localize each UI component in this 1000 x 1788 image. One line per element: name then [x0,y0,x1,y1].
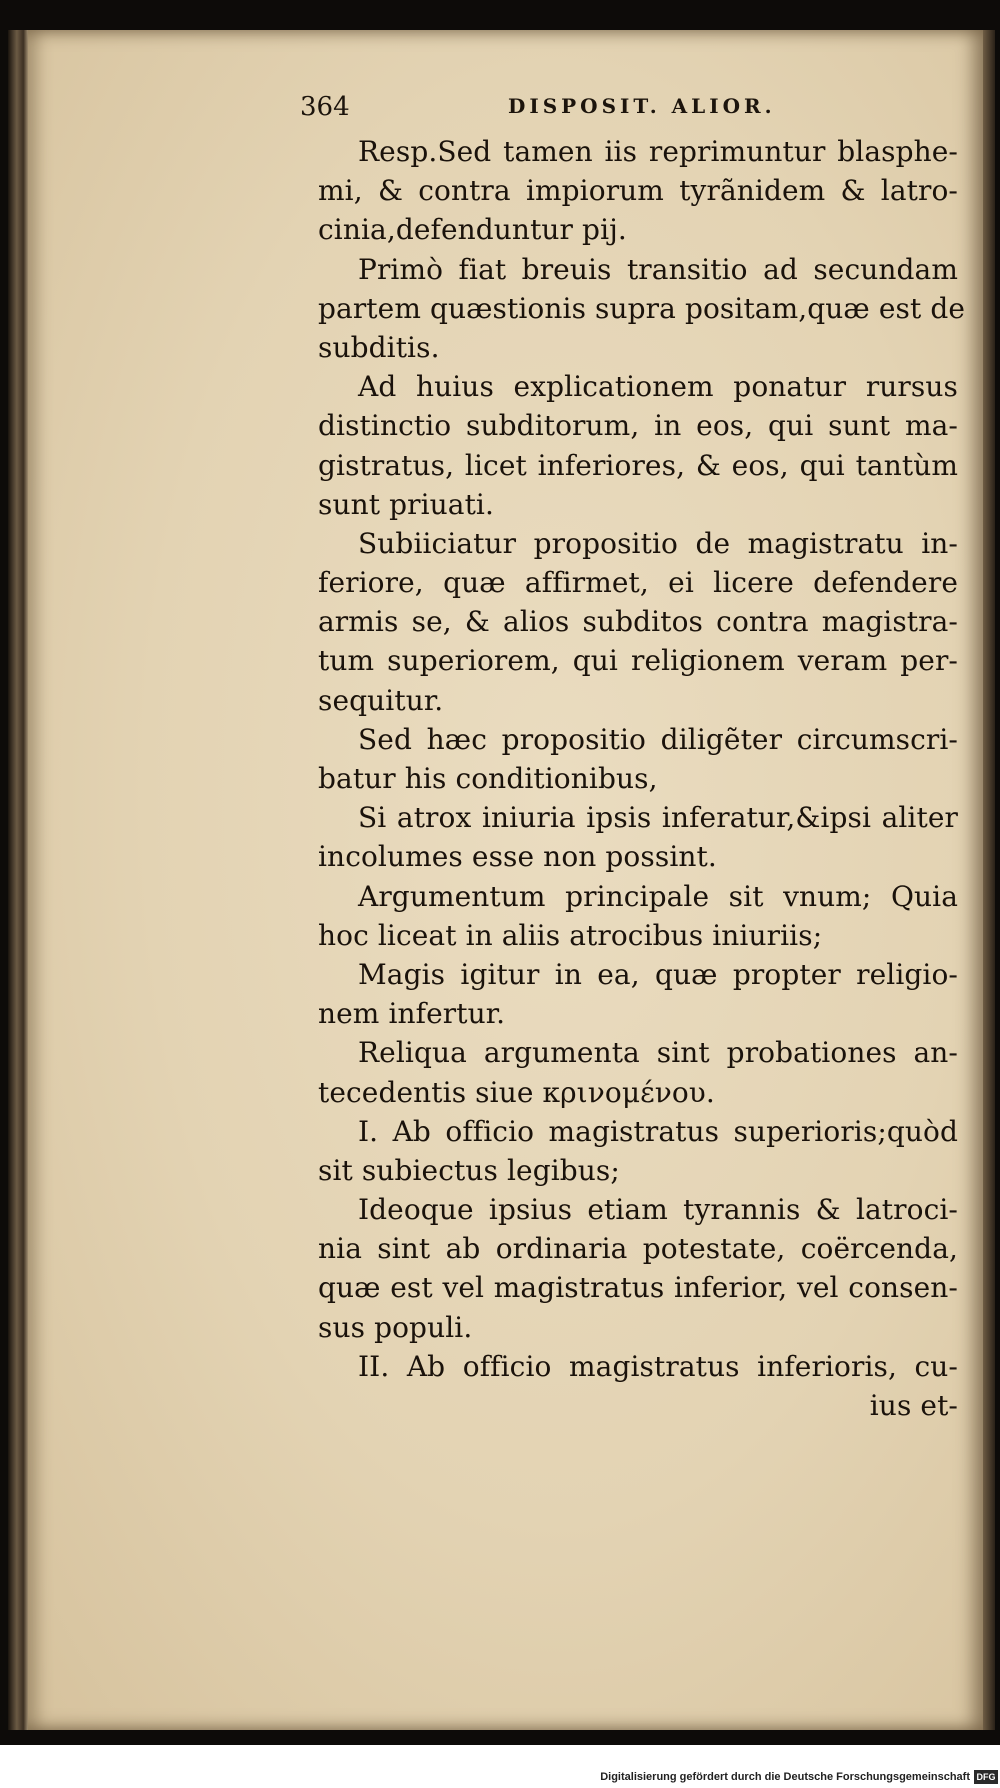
text-line: sequitur. [318,683,444,717]
text-line: Magis igitur in ea, quæ propter religio- [358,957,958,991]
text-line: Subiiciatur propositio de magistratu in- [358,526,958,560]
text-line: Ideoque ipsius etiam tyrannis & latroci- [358,1193,958,1227]
text-line: sunt priuati. [318,487,494,521]
text-line: Primò fiat breuis transitio ad secundam [358,252,958,286]
text-line: Argumentum principale sit vnum; Quia [358,879,958,913]
text-line: Reliqua argumenta sint probationes an- [358,1036,958,1070]
text-line: I. Ab officio magistratus superioris;quòd [358,1114,958,1148]
text-line: feriore, quæ affirmet, ei licere defendere [318,566,958,600]
page-fore-edge [983,30,995,1730]
text-line: II. Ab officio magistratus inferioris, cu- [358,1349,958,1383]
text-line: tum superiorem, qui religionem veram per- [318,644,958,678]
text-line: partem quæstionis supra positam,quæ est de [318,291,966,325]
text-line: nem infertur. [318,997,506,1031]
text-line: Ad huius explicationem ponatur rursus [358,370,958,404]
running-title: DISPOSIT. ALIOR. [508,94,776,118]
text-line: quæ est vel magistratus inferior, vel consen- [318,1271,958,1305]
text-line: sit subiectus legibus; [318,1153,620,1187]
text-line: batur his conditionibus, [318,762,658,795]
text-line: mi, & contra impiorum tyrãnidem & latro- [318,174,958,208]
text-line: armis se, & alios subditos contra magistra- [318,605,958,639]
text-line: nia sint ab ordinaria potestate, coërcenda, [318,1232,958,1266]
text-line: Resp.Sed tamen iis reprimuntur blasphe- [358,135,958,168]
text-block [318,132,966,1425]
text-line: ius et- [869,1389,958,1422]
text-line: cinia,defenduntur pij. [318,213,627,247]
text-line: sus populi. [318,1310,473,1344]
page-number: 364 [300,92,350,122]
text-line: subditis. [318,330,440,364]
text-line: gistratus, licet inferiores, & eos, qui tantùm [318,448,958,482]
text-line: incolumes esse non possint. [318,840,717,874]
text-line: hoc liceat in aliis atrocibus iniuriis; [318,918,823,952]
text-line: distinctio subditorum, in eos, qui sunt ma- [318,409,958,443]
text-line: Si atrox iniuria ipsis inferatur,&ipsi aliter [358,801,958,835]
text-line: Sed hæc propositio diligẽter circumscri- [358,722,958,756]
text-line: tecedentis siue κρινομένου. [318,1075,715,1109]
page-header [300,92,800,126]
dfg-logo-icon: DFG [974,1770,998,1784]
digitization-credit: Digitalisierung gefördert durch die Deutsche Forschungsgemeinschaft [600,1771,970,1783]
book-spine-edge [8,30,30,1730]
